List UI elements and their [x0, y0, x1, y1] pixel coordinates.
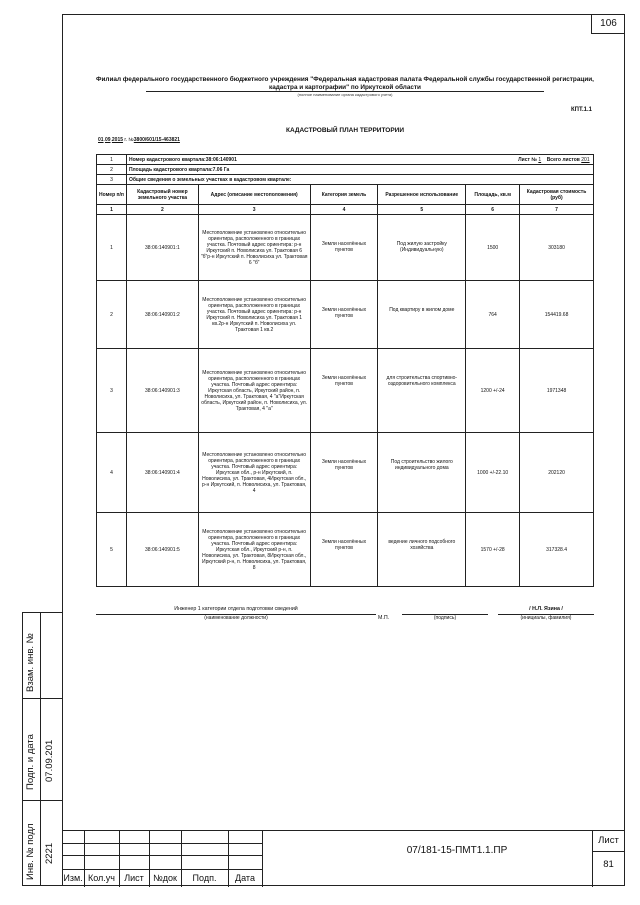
table-row — [97, 433, 594, 513]
org-caption: (полное наименование органа кадастрового учета) — [297, 92, 393, 97]
info-no: 3 — [97, 175, 127, 185]
info-label: Площадь кадастрового квартала: — [128, 166, 213, 173]
total-value: 201 — [581, 156, 590, 163]
cell-use: Под строительство жилого индивидуального дома — [378, 433, 466, 513]
cell-cat: Земли населённых пунктов — [310, 513, 378, 587]
col-number: 3 — [198, 205, 310, 215]
col-header: Категория земель — [310, 185, 378, 205]
col-number: 4 — [310, 205, 378, 215]
stamp-label-list: Лист — [124, 873, 144, 883]
cell-cost: 202120 — [520, 433, 594, 513]
doc-title: КАДАСТРОВЫЙ ПЛАН ТЕРРИТОРИИ — [285, 127, 405, 134]
cell-cat: Земли населённых пунктов — [310, 349, 378, 433]
table-row — [97, 215, 594, 281]
info-no: 2 — [97, 165, 127, 175]
cell-area: 764 — [466, 281, 520, 349]
col-number: 1 — [97, 205, 127, 215]
date-year: 2015 — [111, 137, 124, 143]
doc-number: 3800/601/15-463821 — [133, 137, 180, 143]
cell-no: 5 — [97, 513, 127, 587]
col-header: Разрешенное использование — [378, 185, 466, 205]
side-row-divider — [22, 800, 62, 801]
cell-cad: 38:06:140901:5 — [126, 513, 198, 587]
col-header: Номер п/п — [97, 185, 127, 205]
page-number: 106 — [591, 14, 625, 34]
cell-cat: Земли населённых пунктов — [310, 281, 378, 349]
cell-cat: Земли населённых пунктов — [310, 433, 378, 513]
stamp-label-izm: Изм. — [63, 873, 83, 883]
info-row-area — [126, 165, 593, 175]
col-number: 5 — [378, 205, 466, 215]
document-code: 07/181-15-ПМТ1.1.ПР — [406, 845, 508, 856]
info-row-general: Общие сведения о земельных участках в кадастровом квартале: — [126, 175, 593, 185]
side-row-divider — [22, 612, 62, 613]
col-header: Площадь, кв.м — [466, 185, 520, 205]
cell-use: ведение личного подсобного хозяйства — [378, 513, 466, 587]
name-caption: (инициалы, фамилия) — [520, 615, 572, 621]
mp-label: М.П. — [378, 615, 390, 621]
info-value: 7.06 Га — [212, 166, 230, 173]
cell-cat: Земли населённых пунктов — [310, 215, 378, 281]
cell-area: 1500 — [466, 215, 520, 281]
cell-area: 1570 +/-28 — [466, 513, 520, 587]
org-title: Филиал федерального государственного бюджетного учреждения "Федеральная кадастровая палата Федеральной службы государственной регистрации, кадастра и картографии" по Иркутской области — [96, 76, 594, 91]
inv-value: 2221 — [44, 842, 55, 864]
side-row-divider — [22, 885, 62, 886]
cadastral-table — [96, 154, 594, 587]
cell-cad: 38:06:140901:3 — [126, 349, 198, 433]
col-header: Кадастровая стоимость (руб) — [520, 185, 594, 205]
cell-use: Под квартиру в жилом доме — [378, 281, 466, 349]
title-block-stamp — [62, 830, 625, 886]
podp-label: Подп. и дата — [25, 734, 36, 790]
position-caption: (наименование должности) — [204, 615, 268, 621]
signer-name: / Н.Л. Язина / — [529, 606, 563, 612]
cell-no: 1 — [97, 215, 127, 281]
side-border-mid — [40, 612, 41, 886]
cell-cost: 1971348 — [520, 349, 594, 433]
cell-cost: 154419.68 — [520, 281, 594, 349]
cell-cost: 317328.4 — [520, 513, 594, 587]
cell-use: Под жилую застройку (Индивидуальную) — [378, 215, 466, 281]
stamp-label-data: Дата — [235, 873, 255, 883]
stamp-sheet-label: Лист — [598, 835, 619, 846]
info-value: 38:06:140901 — [205, 156, 237, 163]
date-day: 01 — [98, 137, 104, 143]
cell-cad: 38:06:140901:1 — [126, 215, 198, 281]
col-header: Кадастровый номер земельного участка — [126, 185, 198, 205]
vzam-label: Взам. инв. № — [25, 633, 36, 692]
date-sep: . — [110, 137, 112, 143]
date-month: 09 — [104, 137, 111, 143]
stamp-label-ndok: №док — [153, 873, 177, 883]
cell-no: 3 — [97, 349, 127, 433]
cell-area: 1000 +/-22.10 — [466, 433, 520, 513]
sheet-value: 1 — [538, 156, 542, 163]
sheet-info — [518, 157, 591, 163]
stamp-col — [262, 831, 263, 887]
info-row-quarter — [126, 155, 593, 165]
cell-cad: 38:06:140901:4 — [126, 433, 198, 513]
stamp-sheet-value: 81 — [603, 859, 614, 870]
table-row — [97, 281, 594, 349]
form-code: КПТ.1.1 — [571, 107, 592, 113]
col-header: Адрес (описание местоположения) — [198, 185, 310, 205]
side-strip — [22, 612, 62, 886]
stamp-line — [62, 843, 262, 844]
side-border-left — [22, 612, 23, 886]
year-suffix: г. № — [123, 137, 134, 143]
doc-date-number — [98, 137, 180, 143]
cell-use: для строительства спортивно-оздоровительного комплекса — [378, 349, 466, 433]
col-number: 7 — [520, 205, 594, 215]
table-body — [97, 215, 594, 587]
table-row — [97, 349, 594, 433]
cell-area: 1200 +/-24 — [466, 349, 520, 433]
podp-value: 07.09.201 — [44, 739, 55, 782]
total-label: Всего листов — [546, 156, 580, 163]
cell-cad: 38:06:140901:2 — [126, 281, 198, 349]
date-sep: . — [103, 137, 105, 143]
cell-cost: 303180 — [520, 215, 594, 281]
sign-caption: (подпись) — [433, 615, 457, 621]
stamp-line — [62, 869, 262, 870]
cell-addr: Местоположение установлено относительно ориентира, расположенного в границах участка. Почтовый адрес ориентира: Иркутская область, Иркутский район, п. Новолисиха, ул. Трактовая, 4 "а"Иркутская область, Иркутский район, п. Новолисиха, ул. Трактовая, 4 "а" — [198, 349, 310, 433]
side-row-divider — [22, 698, 62, 699]
cell-addr: Местоположение установлено относительно ориентира, расположенного в границах участка. Почтовый адрес ориентира: р-н Иркутский п. Новолисиха ул. Трактовая 6 "б"р-н Иркутский п. Новолисиха ул. Трактовая 6 "б" — [198, 215, 310, 281]
table-row — [97, 513, 594, 587]
stamp-line — [62, 855, 262, 856]
cell-no: 2 — [97, 281, 127, 349]
signer-position: Инженер 1 категории отдела подготовки сведений — [174, 606, 298, 612]
stamp-label-koluch: Кол.уч — [88, 873, 115, 883]
info-no: 1 — [97, 155, 127, 165]
cell-no: 4 — [97, 433, 127, 513]
cell-addr: Местоположение установлено относительно ориентира, расположенного в границах участка. Почтовый адрес ориентира: р-н Иркутский п. Новолисиха ул. Трактовая 1 кв.2р-н Иркутский п. Новолисиха ул. Трактовая 1 кв.2 — [198, 281, 310, 349]
stamp-label-podp: Подп. — [192, 873, 217, 883]
info-label: Номер кадастрового квартала: — [128, 156, 206, 163]
cell-addr: Местоположение установлено относительно ориентира, расположенного в границах участка. Почтовый адрес ориентира: Иркутская обл., Иркутский р-н, п. Новолисиха, ул. Трактовая, 8Иркутская обл., Иркутский р-н, п. Новолисиха, ул. Трактовая, 8 — [198, 513, 310, 587]
col-number: 2 — [126, 205, 198, 215]
sheet-label: Лист № — [518, 156, 537, 163]
col-number: 6 — [466, 205, 520, 215]
inv-label: Инв. № подл — [25, 823, 36, 880]
cell-addr: Местоположение установлено относительно ориентира, расположенного в границах участка. Почтовый адрес ориентира: Иркутская обл., р-н Иркутский, п. Новолисиха, ул. Трактовая, 4Иркутская обл., р-н Иркутский, п. Новолисиха, ул. Трактовая, 4 — [198, 433, 310, 513]
